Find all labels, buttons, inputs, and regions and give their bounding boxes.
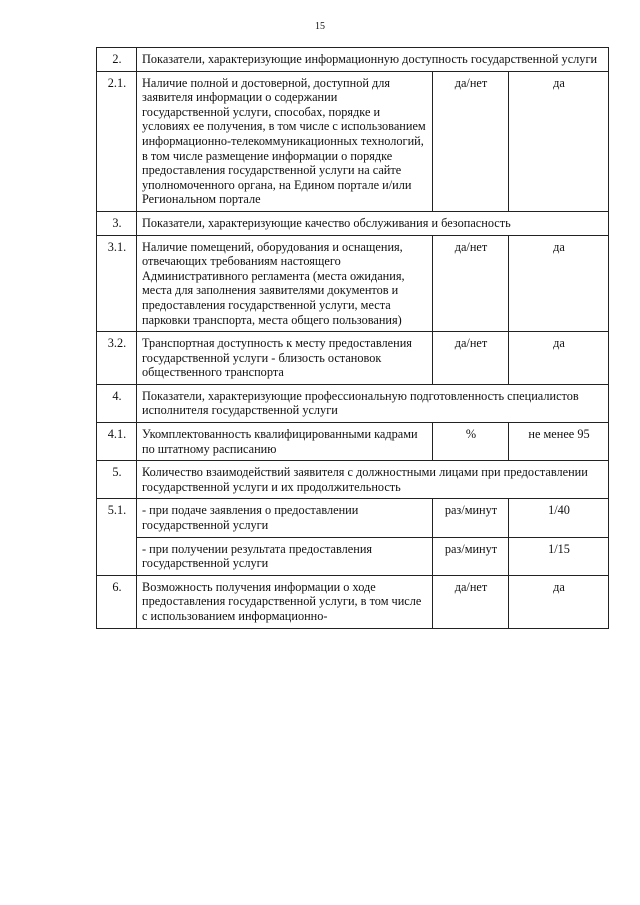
row-number: 2.1. [97,71,137,211]
row-number: 5. [97,461,137,499]
unit-cell: раз/минут [433,499,509,537]
section-heading: Показатели, характеризующие профессиональную подготовленность специалистов исполнителя государственной услуги [137,384,609,422]
value-cell: не менее 95 [509,423,609,461]
value-cell: да [509,332,609,385]
table-row-section-2 [97,48,609,72]
indicator-description: Возможность получения информации о ходе предоставления государственной услуги, в том числе с использованием информационно- [137,575,433,628]
row-number: 4.1. [97,423,137,461]
row-number: 2. [97,48,137,72]
table-row-4-1 [97,423,609,461]
section-heading: Количество взаимодействий заявителя с должностными лицами при предоставлении государственной услуги и их продолжительность [137,461,609,499]
unit-cell: да/нет [433,332,509,385]
indicator-description: Наличие помещений, оборудования и оснащения, отвечающих требованиям настоящего Административного регламента (места ожидания, места для заполнения заявителями документов и предоставления государственной услуги, места парковки транспорта, места общего пользования) [137,235,433,332]
value-cell: да [509,235,609,332]
table-row-3-1 [97,235,609,332]
value-cell: 1/15 [509,537,609,575]
row-number: 3. [97,211,137,235]
indicator-description: Укомплектованность квалифицированными кадрами по штатному расписанию [137,423,433,461]
row-number: 4. [97,384,137,422]
indicator-description: Транспортная доступность к месту предоставления государственной услуги - близость остановок общественного транспорта [137,332,433,385]
table-row-2-1 [97,71,609,211]
row-number: 6. [97,575,137,628]
table-row-5-1-result [97,537,609,575]
unit-cell: да/нет [433,235,509,332]
value-cell: да [509,71,609,211]
indicator-description: Наличие полной и достоверной, доступной для заявителя информации о содержании государственной услуги, способах, порядке и условиях ее получения, в том числе с использованием информационно-телекоммуникационных технологий, в том числе размещение информации о порядке предоставления государственной услуги на сайте уполномоченного органа, на Едином портале и/или Региональном портале [137,71,433,211]
page-number: 15 [315,21,325,32]
table-row-6 [97,575,609,628]
row-number: 3.1. [97,235,137,332]
indicators-table [96,47,609,629]
value-cell: да [509,575,609,628]
section-heading: Показатели, характеризующие качество обслуживания и безопасность [137,211,609,235]
value-cell: 1/40 [509,499,609,537]
unit-cell: да/нет [433,575,509,628]
indicator-description: - при подаче заявления о предоставлении государственной услуги [137,499,433,537]
table-row-section-4 [97,384,609,422]
table-row-section-3 [97,211,609,235]
row-number: 5.1. [97,499,137,575]
table-row-5-1 [97,499,609,537]
indicator-description: - при получении результата предоставления государственной услуги [137,537,433,575]
row-number: 3.2. [97,332,137,385]
unit-cell: раз/минут [433,537,509,575]
unit-cell: да/нет [433,71,509,211]
table-row-3-2 [97,332,609,385]
section-heading: Показатели, характеризующие информационную доступность государственной услуги [137,48,609,72]
unit-cell: % [433,423,509,461]
table-row-section-5 [97,461,609,499]
